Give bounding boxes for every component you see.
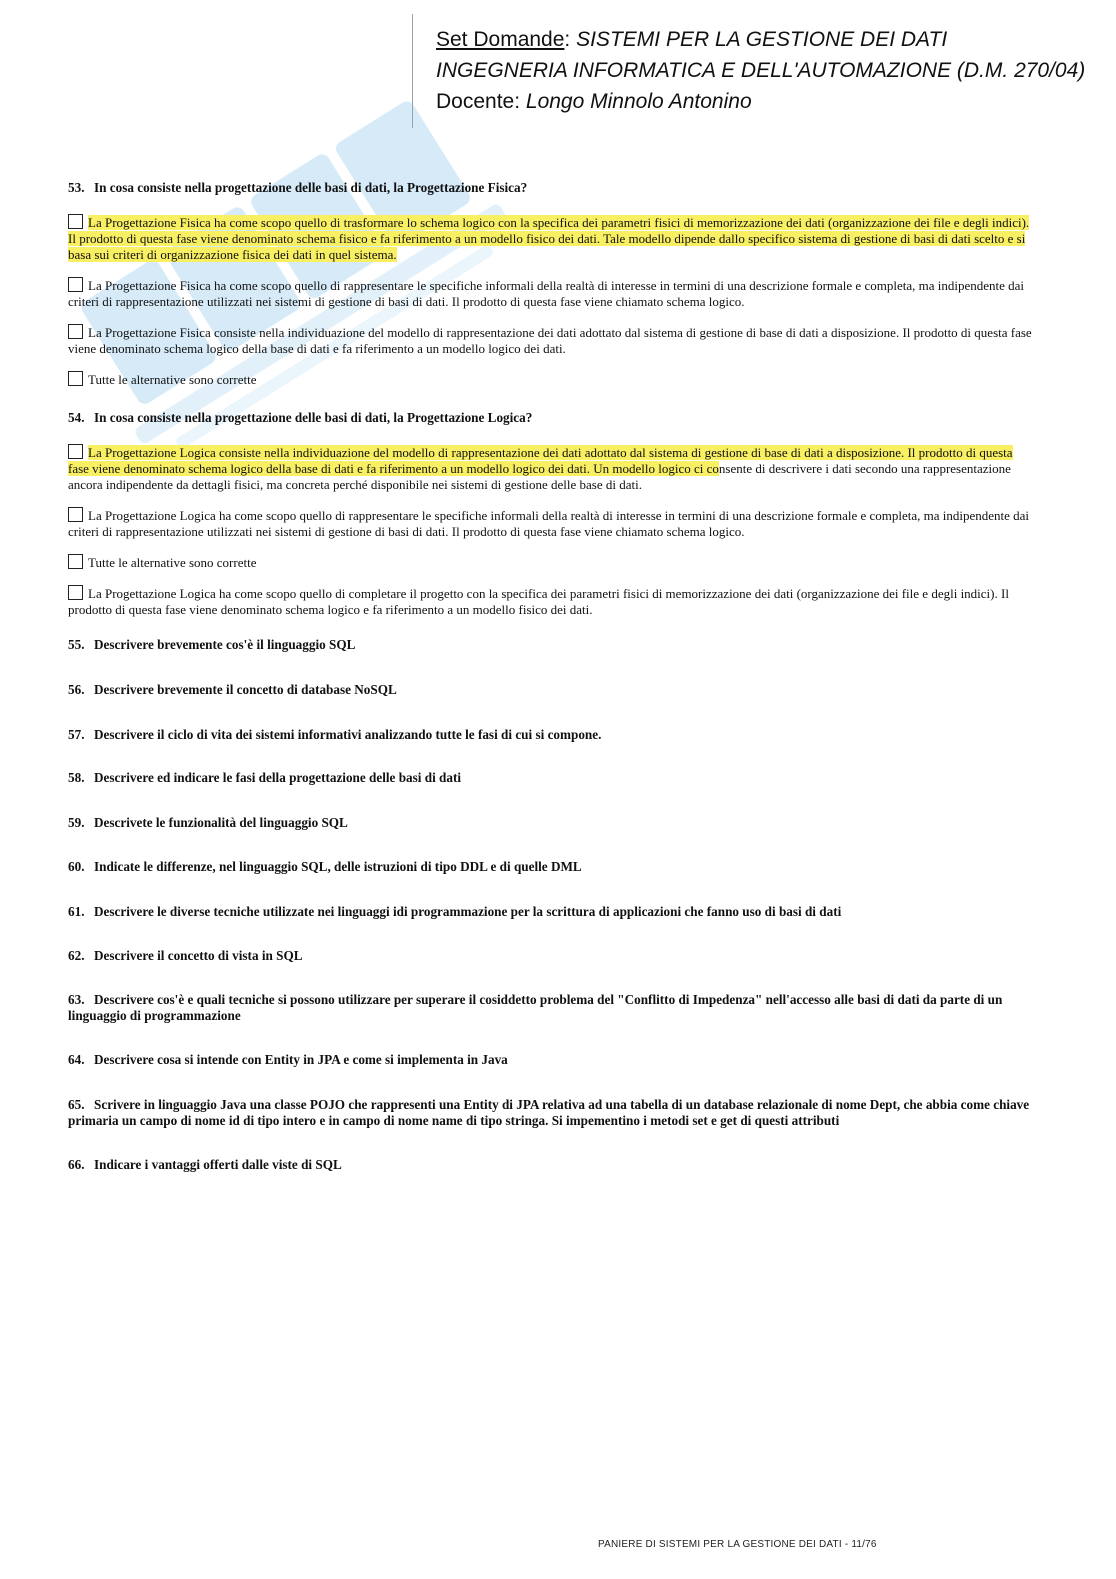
open-question xyxy=(68,727,1032,743)
answer-checkbox[interactable] xyxy=(68,371,83,386)
question-number: 65. xyxy=(68,1097,85,1112)
answer-option xyxy=(68,324,1032,357)
question-number: 66. xyxy=(68,1157,85,1172)
question-text: Indicate le differenze, nel linguaggio SQL, delle istruzioni di tipo DDL e di quelle DML xyxy=(94,859,582,874)
question-number: 58. xyxy=(68,770,85,785)
answer-option xyxy=(68,371,1032,388)
open-question xyxy=(68,815,1032,831)
question-number: 64. xyxy=(68,1052,85,1067)
question-number: 54. xyxy=(68,410,85,425)
question-number: 57. xyxy=(68,727,85,742)
question-text: In cosa consiste nella progettazione delle basi di dati, la Progettazione Fisica? xyxy=(94,180,528,195)
open-question xyxy=(68,1157,1032,1173)
question-number: 53. xyxy=(68,180,85,195)
question-number: 62. xyxy=(68,948,85,963)
question-number: 63. xyxy=(68,992,85,1007)
question-text: Descrivere cosa si intende con Entity in JPA e come si implementa in Java xyxy=(94,1052,508,1067)
answer-option xyxy=(68,444,1032,493)
course-name: INGEGNERIA INFORMATICA E DELL'AUTOMAZIONE (D.M. 270/04) xyxy=(436,59,1086,82)
answer-text: La Progettazione Fisica ha come scopo quello di rappresentare le specifiche informali della realtà di interesse in termini di una descrizione formale e completa, ma indipendente dai criteri di rappresentazione utilizzati nei sistemi di gestione di basi di dati. Il prodotto di questa fase viene chiamato schema logico. xyxy=(68,278,1024,309)
question-number: 61. xyxy=(68,904,85,919)
answer-option xyxy=(68,507,1032,540)
answer-text: Tutte le alternative sono corrette xyxy=(88,372,257,387)
question-number: 56. xyxy=(68,682,85,697)
header-divider xyxy=(412,14,413,128)
question-53 xyxy=(68,180,1032,196)
answer-checkbox[interactable] xyxy=(68,554,83,569)
answer-text: Tutte le alternative sono corrette xyxy=(88,555,257,570)
answer-option xyxy=(68,554,1032,571)
header-course-line xyxy=(436,55,1106,86)
answer-checkbox[interactable] xyxy=(68,585,83,600)
question-text: Descrivere le diverse tecniche utilizzate nei linguaggi idi programmazione per la scrittura di applicazioni che fanno uso di basi di dati xyxy=(94,904,842,919)
answer-checkbox[interactable] xyxy=(68,507,83,522)
answer-checkbox[interactable] xyxy=(68,277,83,292)
question-text: Descrivere ed indicare le fasi della progettazione delle basi di dati xyxy=(94,770,462,785)
header-title-line: Set Domande: SISTEMI PER LA GESTIONE DEI DATI xyxy=(436,28,948,51)
question-text: Indicare i vantaggi offerti dalle viste di SQL xyxy=(94,1157,342,1172)
open-question xyxy=(68,904,1032,920)
question-text: Descrivere brevemente cos'è il linguaggio SQL xyxy=(94,637,356,652)
document-header xyxy=(436,24,1106,117)
answer-checkbox[interactable] xyxy=(68,324,83,339)
answer-text-highlighted: La Progettazione Logica consiste nella individuazione del modello di rappresentazione dei dati adottato dal sistema di gestione di base di dati a disposizione. Il prodotto di questa fase viene denominato schema logico della base di dati e fa riferimento a un modello logico dei dati. Un modello logico ci co xyxy=(68,445,1013,476)
answer-option xyxy=(68,585,1032,618)
answer-text: La Progettazione Logica ha come scopo quello di rappresentare le specifiche informali della realtà di interesse in termini di una descrizione formale e completa, ma indipendente dai criteri di rappresentazione utilizzati nei sistemi di gestione di basi di dati. Il prodotto di questa fase viene chiamato schema logico. xyxy=(68,508,1030,539)
answer-option xyxy=(68,277,1032,310)
set-title: SISTEMI PER LA GESTIONE DEI DATI xyxy=(576,28,948,51)
question-number: 55. xyxy=(68,637,85,652)
answer-option xyxy=(68,214,1032,263)
question-text: In cosa consiste nella progettazione delle basi di dati, la Progettazione Logica? xyxy=(94,410,533,425)
open-question xyxy=(68,682,1032,698)
question-text: Descrivere il ciclo di vita dei sistemi informativi analizzando tutte le fasi di cui si compone. xyxy=(94,727,602,742)
answer-checkbox[interactable] xyxy=(68,214,83,229)
set-label: Set Domande xyxy=(436,28,565,51)
open-question xyxy=(68,948,1032,964)
answer-checkbox[interactable] xyxy=(68,444,83,459)
question-number: 59. xyxy=(68,815,85,830)
teacher-name: Longo Minnolo Antonino xyxy=(525,90,752,113)
answer-text: La Progettazione Logica ha come scopo quello di completare il progetto con la specifica dei parametri fisici di memorizzazione dei dati (organizzazione dei file e degli indici). Il prodotto di questa fase viene denominato schema logico e fa riferimento a un modello fisico dei dati. xyxy=(68,586,1009,617)
question-text: Descrivete le funzionalità del linguaggio SQL xyxy=(94,815,348,830)
open-question xyxy=(68,637,1032,653)
open-question xyxy=(68,1052,1032,1068)
open-question xyxy=(68,859,1032,875)
question-text: Descrivere il concetto di vista in SQL xyxy=(94,948,303,963)
header-teacher-line: Docente: Longo Minnolo Antonino xyxy=(436,90,752,113)
page-footer: PANIERE DI SISTEMI PER LA GESTIONE DEI DATI - 11/76 xyxy=(598,1539,877,1550)
question-text: Descrivere brevemente il concetto di database NoSQL xyxy=(94,682,397,697)
open-question xyxy=(68,770,1032,786)
answer-text: nsente di descrivere i dati secondo una rappresentazione ancora indipendente da dettagli fisici, ma concreta perché disponibile nei sistemi di gestione delle base di dati. xyxy=(68,461,1011,492)
open-question xyxy=(68,1097,1032,1129)
questions-content xyxy=(68,180,1032,632)
answer-text: La Progettazione Fisica consiste nella individuazione del modello di rappresentazione dei dati adottato dal sistema di gestione di base di dati a disposizione. Il prodotto di questa fase viene denominato schema logico della base di dati e fa riferimento a un modello logico dei dati. xyxy=(68,325,1032,356)
question-text: Descrivere cos'è e quali tecniche si possono utilizzare per superare il cosiddetto problema del "Conflitto di Impedenza" nell'accesso alle basi di dati da parte di un linguaggio di programmazione xyxy=(68,992,1003,1023)
question-text: Scrivere in linguaggio Java una classe POJO che rappresenti una Entity di JPA relativa ad una tabella di un database relazionale di nome Dept, che abbia come chiave primaria un campo di nome id di tipo intero e in campo di nome name di tipo stringa. Si impementino i metodi set e get di questi attributi xyxy=(68,1097,1030,1128)
teacher-label: Docente xyxy=(436,90,515,113)
open-question xyxy=(68,992,1032,1024)
question-54 xyxy=(68,410,1032,426)
answer-text-highlighted: La Progettazione Fisica ha come scopo quello di trasformare lo schema logico con la specifica dei parametri fisici di memorizzazione dei dati (organizzazione dei file e degli indici). Il prodotto di questa fase viene denominato schema fisico e fa riferimento a un modello fisico dei dati. Tale modello dipende dallo specifico sistema di gestione di basi di dati scelto e si basa sui criteri di organizzazione fisica dei dati in quel sistema. xyxy=(68,215,1030,262)
question-number: 60. xyxy=(68,859,85,874)
